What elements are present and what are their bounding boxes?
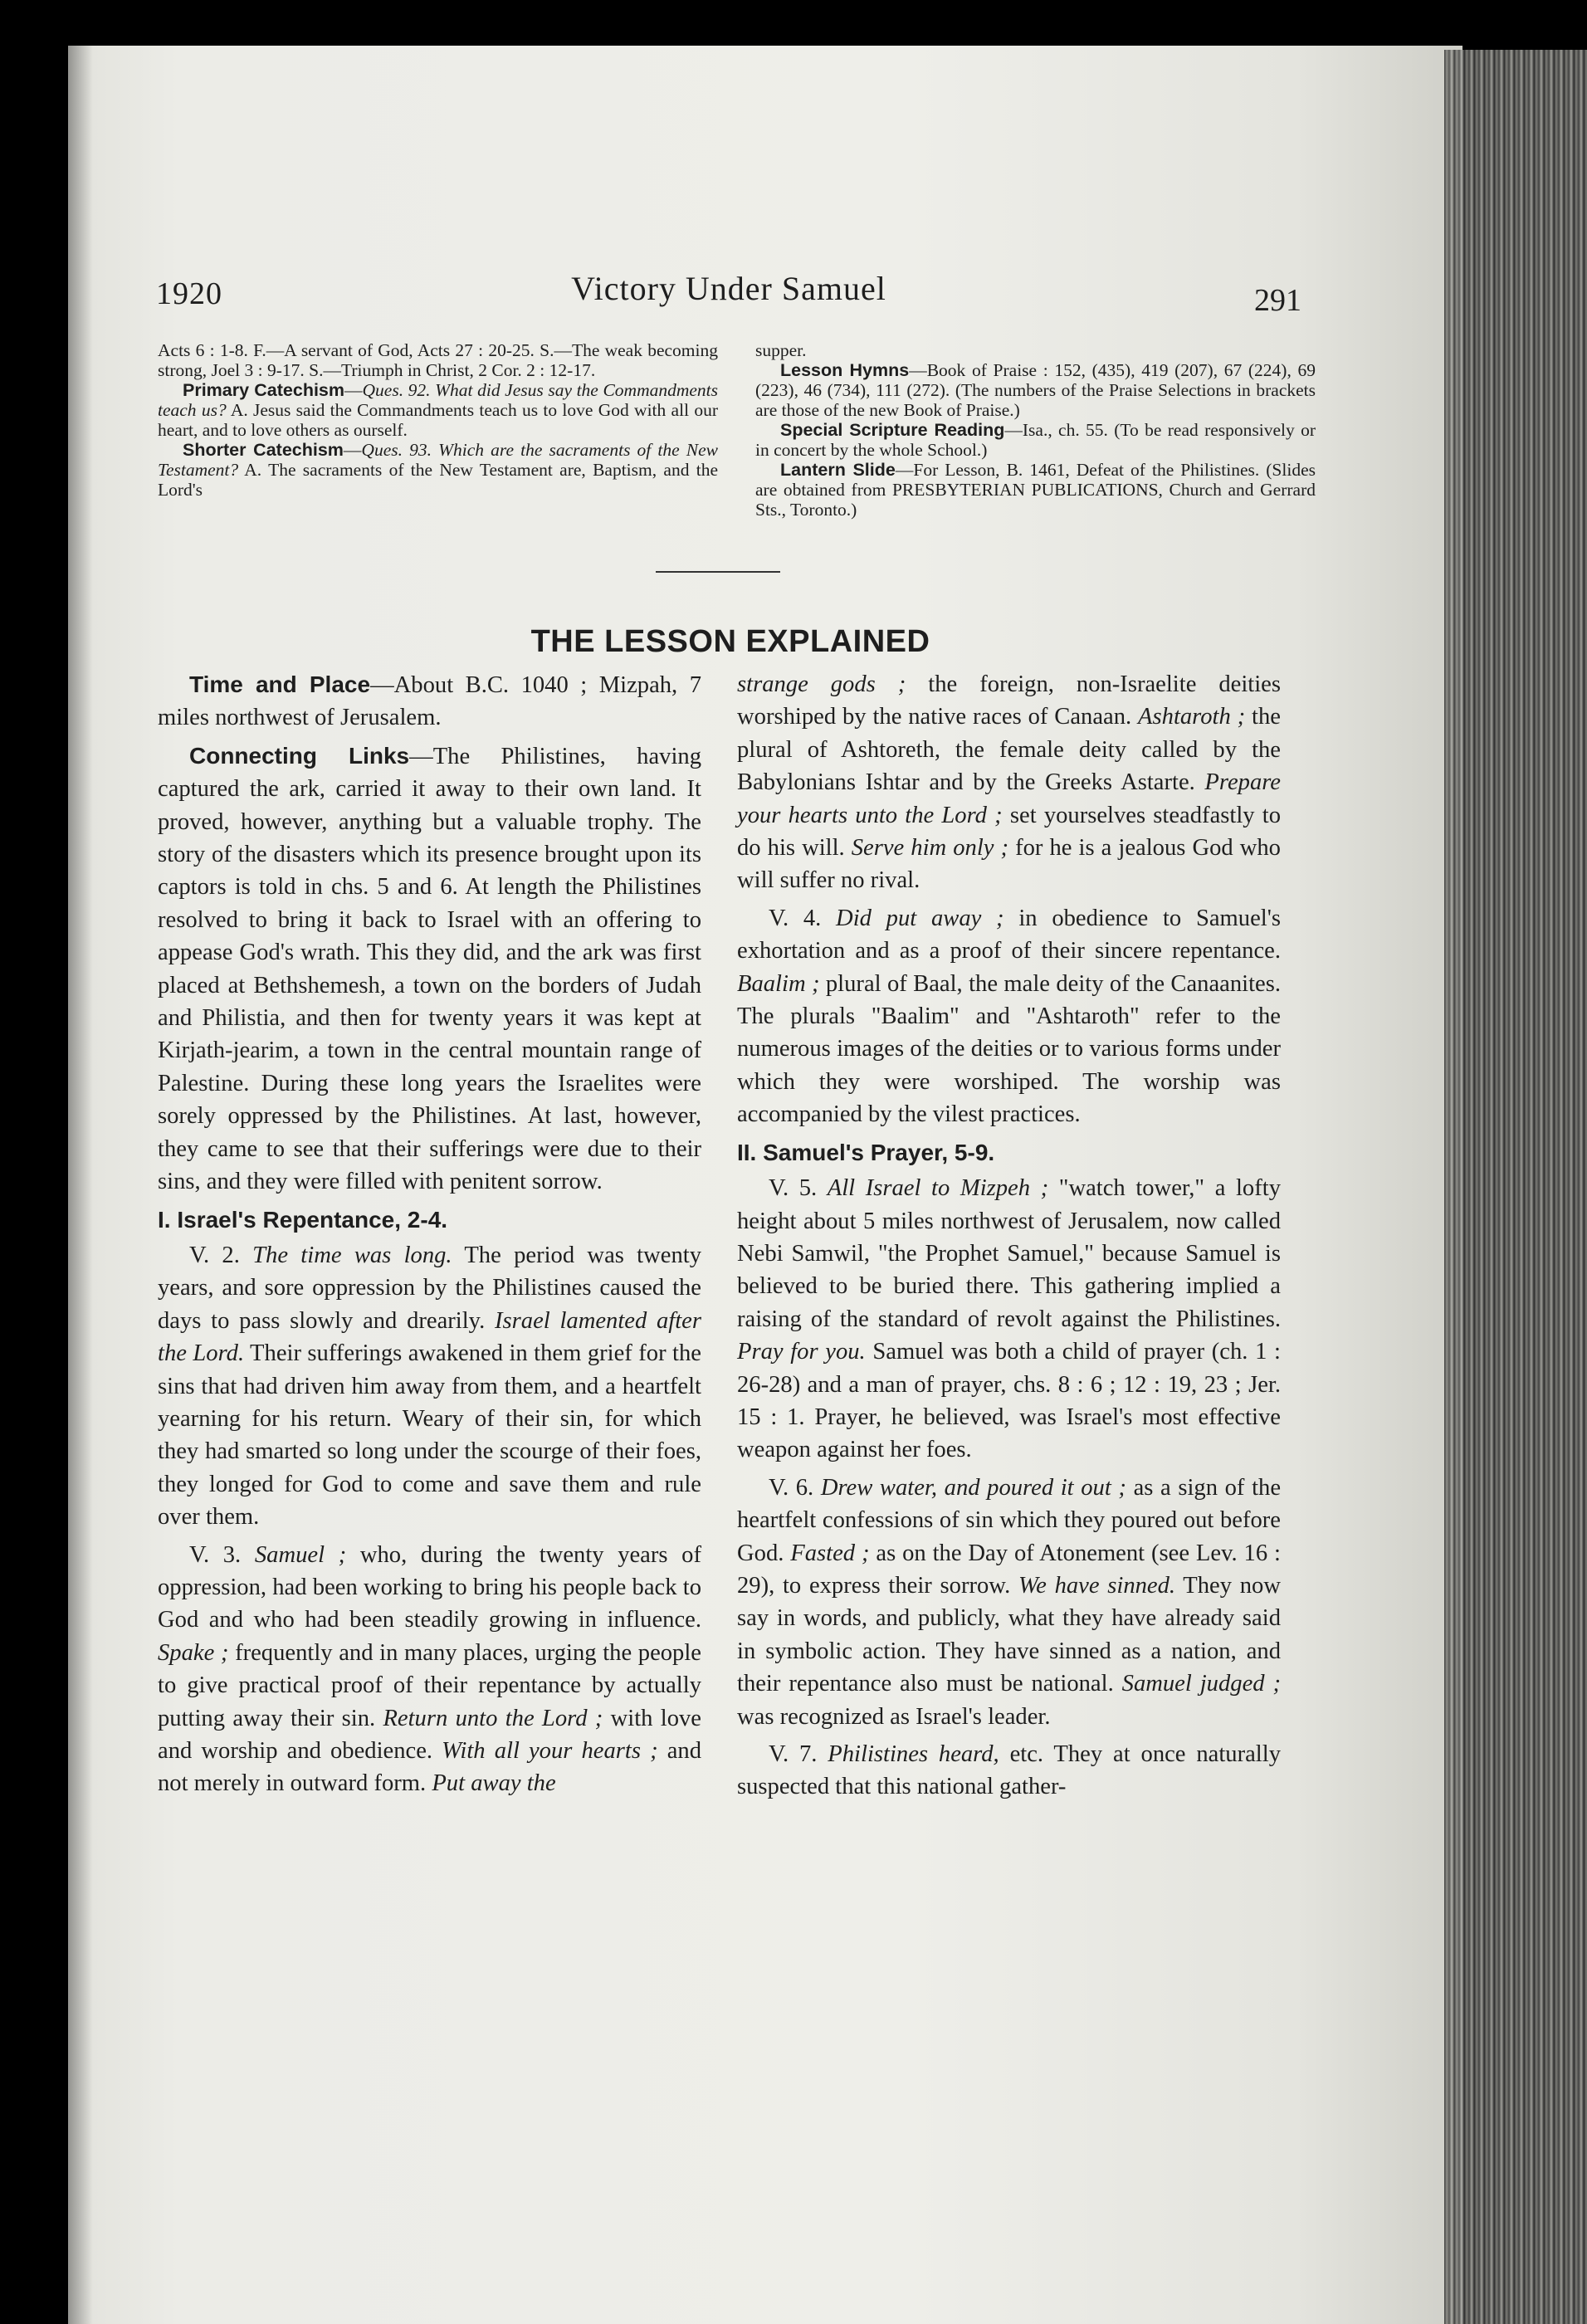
lantern-slide	[755, 460, 1316, 520]
verse-phrase: Fasted ;	[790, 1540, 870, 1566]
lesson-hymns	[755, 360, 1316, 420]
verse-text: the plural of Ashtoreth, the female deity called by the Babylonians Ishtar and by the Greeks Astarte.	[737, 704, 1281, 796]
verse-phrase: Samuel judged ;	[1121, 1671, 1281, 1697]
lesson-hymns-label: Lesson Hymns	[780, 360, 910, 380]
section-title: THE LESSON EXPLAINED	[530, 624, 930, 659]
verse-5-note	[737, 1172, 1281, 1467]
verse-ref: V. 6.	[769, 1474, 821, 1501]
daily-readings: Acts 6 : 1-8. F.—A servant of God, Acts 27 : 20-25. S.—The weak becoming strong, Joel 3 : 9-17. S.—Triumph in Christ, 2 Cor. 2 : 12-17.	[158, 340, 718, 380]
supper-continuation: supper.	[755, 340, 807, 360]
verse-text: Samuel was both a child of prayer (ch. 1 : 26-28) and a man of prayer, chs. 8 : 6 ; 12 : 19, 23 ; Jer. 15 : 1. Prayer, he believed, was Israel's most effective weapon against her foes.	[737, 1339, 1281, 1463]
verse-phrase: Philistines heard,	[828, 1741, 999, 1767]
special-scripture-text: —Isa., ch. 55. (To be read responsively or in concert by the whole School.)	[755, 420, 1316, 460]
verse-phrase: All Israel to Mizpeh ;	[827, 1175, 1049, 1202]
verse-text: "watch tower," a lofty height about 5 miles northwest of Jerusalem, now called Nebi Samwil, "the Prophet Samuel," because Samuel is believed to be buried there. This gathering implied a raising of the standard of revolt against the Philistines.	[737, 1175, 1281, 1332]
verse-text: frequently and in many places, urging the people to give practical proof of their repentance by actually putting away their sin.	[158, 1639, 701, 1731]
verse-phrase: Pray for you.	[737, 1339, 866, 1365]
subhead-israels-repentance: I. Israel's Repentance, 2-4.	[158, 1206, 448, 1233]
header-title: Victory Under Samuel	[571, 270, 886, 307]
time-and-place-text: —About B.C. 1040 ; Mizpah, 7 miles northwest of Jerusalem.	[158, 672, 701, 731]
verse-text: The period was twenty years, and sore oppression by the Philistines caused the days to pass slowly and drearily.	[158, 1242, 701, 1334]
verse-ref: V. 3.	[189, 1541, 255, 1568]
shorter-catechism-label: Shorter Catechism	[183, 440, 344, 460]
verse-text: as a sign of the heartfelt confessions of sin which they poured out before God.	[737, 1474, 1282, 1566]
subhead-samuels-prayer: II. Samuel's Prayer, 5-9.	[737, 1139, 995, 1165]
shorter-catechism	[158, 440, 718, 500]
page-number: 291	[1254, 283, 1301, 318]
primary-catechism-dash: —	[344, 380, 363, 400]
verse-phrase: Drew water, and poured it out ;	[820, 1474, 1126, 1501]
primary-catechism-question: Ques. 92. What did Jesus say the Commandments teach us?	[158, 380, 718, 420]
verse-text: plural of Baal, the male deity of the Canaanites. The plurals "Baalim" and "Ashtaroth" refer to the numerous images of the deities or to various forms under which they were worshiped. The worship was accompanied by the vilest practices.	[737, 970, 1281, 1128]
verse-text: as on the Day of Atonement (see Lev. 16 : 29), to express their sorrow.	[737, 1540, 1281, 1599]
verse-text: They now say in words, and publicly, what they have already said in symbolic action. They have sinned as a nation, and their repentance also must be national.	[737, 1572, 1281, 1697]
connecting-links	[158, 740, 701, 1199]
primary-catechism	[158, 380, 718, 440]
verse-phrase: Put away the	[432, 1770, 556, 1797]
verse-text: who, during the twenty years of oppression, had been working to bring his people back to God and who had been steadily growing in influence.	[158, 1541, 701, 1633]
verse-ref: V. 7.	[769, 1741, 828, 1767]
connecting-links-text: —The Philistines, having captured the ark, carried it away to their own land. It proved, however, anything but a valuable trophy. The story of the disasters which its presence brought upon its captors is told in chs. 5 and 6. At length the Philistines resolved to bring it back to Israel with an offering to appease God's wrath. This they did, and the ark was first placed at Bethshemesh, a town on the borders of Judah and Philistia, and then for twenty years it was kept at Kirjath-jearim, a town in the central mountain range of Palestine. During these long years the Israelites were sorely oppressed by the Philistines. At last, however, they came to see that their sufferings were due to their sins, and they were filled with penitent sorrow.	[158, 743, 701, 1195]
verse-4-note	[737, 902, 1281, 1131]
connecting-links-label: Connecting Links	[189, 742, 410, 769]
body-column-right	[737, 668, 1281, 1809]
verse-phrase: Ashtaroth ;	[1138, 704, 1246, 730]
verse-3-note	[158, 1539, 701, 1800]
verse-2-note	[158, 1239, 701, 1534]
verse-phrase: We have sinned.	[1018, 1572, 1176, 1599]
verse-ref: V. 4.	[769, 905, 837, 931]
lantern-slide-text: —For Lesson, B. 1461, Defeat of the Philistines. (Slides are obtained from PRESBYTERIAN PUBLICATIONS, Church and Gerrard Sts., Toronto.)	[755, 460, 1316, 520]
verse-ref: V. 5.	[769, 1175, 828, 1202]
verse-text: for he is a jealous God who will suffer no rival.	[737, 835, 1281, 894]
body-column-left	[158, 668, 701, 1805]
verse-phrase: Did put away ;	[836, 905, 1004, 931]
verse-phrase: Spake ;	[158, 1639, 229, 1666]
primary-catechism-answer: A. Jesus said the Commandments teach us to love God with all our heart, and to love others as ourself.	[158, 400, 718, 440]
verse-text: and not merely in outward form.	[158, 1738, 702, 1797]
verse-ref: V. 2.	[189, 1242, 253, 1268]
lesson-notes-left	[158, 340, 718, 500]
verse-text: Their sufferings awakened in them grief for the sins that had driven him away from them, and a heartfelt yearning for his return. Weary of their sin, for which they had smarted so long under the scourge of their foes, they longed for God to come and save them and rule over them.	[158, 1340, 701, 1531]
verse-text: set yourselves steadfastly to do his will.	[737, 802, 1282, 862]
page-edges	[1444, 50, 1587, 2324]
binding-shadow	[68, 46, 93, 2324]
shorter-catechism-question: Ques. 93. Which are the sacraments of the New Testament?	[158, 440, 719, 480]
header-year: 1920	[156, 276, 222, 311]
lantern-slide-label: Lantern Slide	[780, 460, 896, 480]
shorter-catechism-dash: —	[343, 440, 362, 460]
verse-text: etc. They at once naturally suspected that this national gather-	[737, 1741, 1281, 1800]
verse-text: in obedience to Samuel's exhortation and as a proof of their sincere repentance.	[737, 905, 1281, 964]
special-scripture-label: Special Scripture Reading	[780, 420, 1005, 440]
verse-phrase: Prepare your hearts unto the Lord ;	[737, 769, 1281, 828]
lesson-notes-right	[755, 340, 1316, 520]
section-divider	[656, 571, 780, 573]
primary-catechism-label: Primary Catechism	[183, 380, 345, 400]
verse-phrase: Israel lamented after the Lord.	[158, 1307, 701, 1367]
lesson-hymns-text: —Book of Praise : 152, (435), 419 (207), 67 (224), 69 (223), 46 (734), 111 (272). (The numbers of the Praise Selections in brackets are those of the new Book of Praise.)	[755, 360, 1316, 420]
special-scripture-reading	[755, 420, 1316, 460]
verse-7-note	[737, 1738, 1281, 1804]
verse-phrase: With all your hearts ;	[442, 1738, 658, 1764]
time-and-place	[158, 668, 701, 735]
time-and-place-label: Time and Place	[189, 671, 371, 697]
shorter-catechism-answer: A. The sacraments of the New Testament are, Baptism, and the Lord's	[158, 460, 718, 500]
verse-text: the foreign, non-Israelite deities worshiped by the native races of Canaan.	[737, 671, 1282, 730]
verse-phrase: Baalim ;	[737, 970, 820, 997]
lesson-notes	[158, 340, 1316, 556]
verse-phrase: Return unto the Lord ;	[383, 1705, 603, 1731]
verse-3-continuation	[737, 668, 1281, 897]
running-header	[156, 267, 1301, 317]
verse-6-note	[737, 1472, 1281, 1733]
verse-phrase: strange gods ;	[737, 671, 906, 697]
verse-text: with love and worship and obedience.	[158, 1705, 701, 1764]
verse-phrase: Samuel ;	[254, 1541, 347, 1568]
verse-phrase: Serve him only ;	[851, 835, 1009, 862]
verse-text: was recognized as Israel's leader.	[737, 1703, 1051, 1730]
verse-phrase: The time was long.	[252, 1242, 452, 1268]
